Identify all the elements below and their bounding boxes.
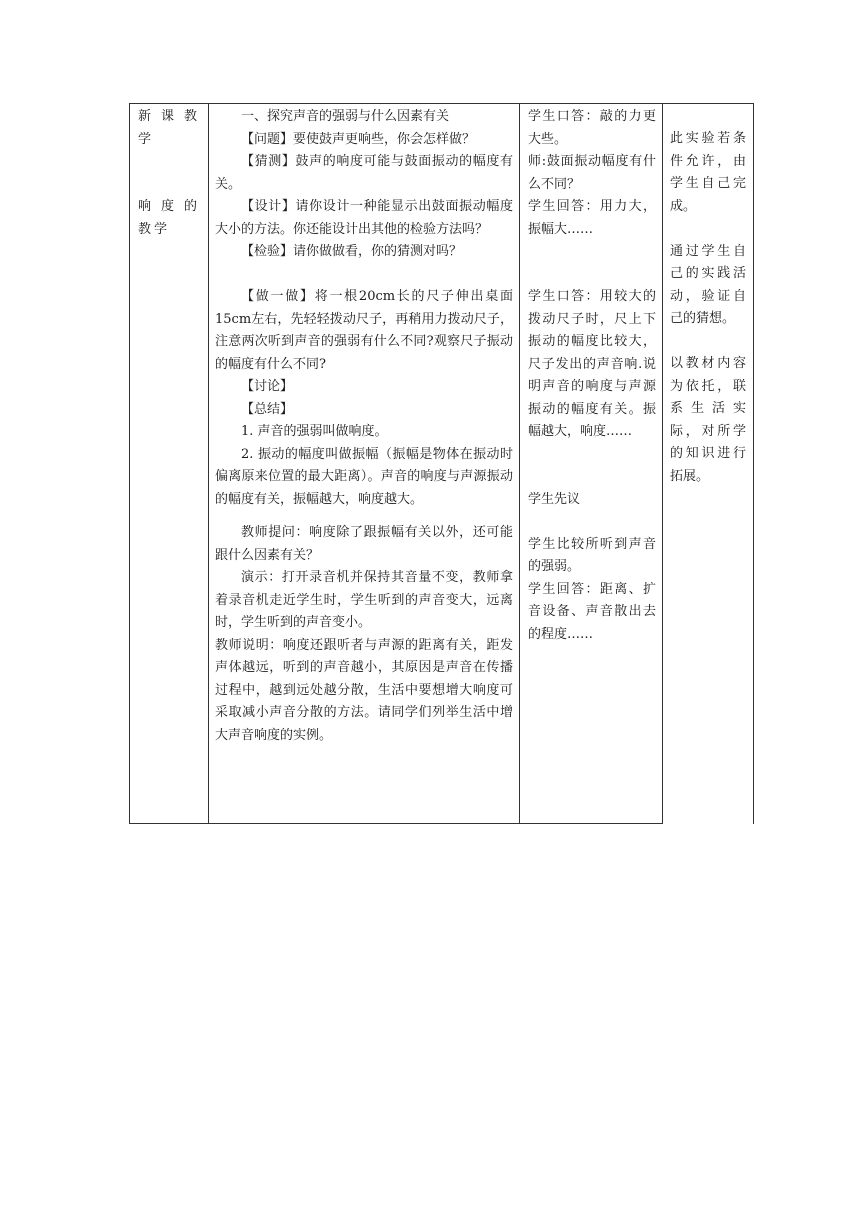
answer-4: 学生口答：用较大的拨动尺子时，尺上下振动的幅度比较大，尺子发出的声音响.说明声音的响度与声源振动的幅度有关。振幅越大，响度…… <box>528 289 656 439</box>
column-divider-1 <box>208 103 209 824</box>
teacher-question: 教师提问：响度除了跟振幅有关以外，还可能跟什么因素有关？ <box>215 525 513 563</box>
table-left-border <box>129 103 130 824</box>
answer-5: 学生先议 <box>528 491 581 507</box>
summary: 【总结】 <box>241 401 294 417</box>
col4-cell <box>670 128 746 488</box>
column-divider-3 <box>662 103 663 824</box>
question: 【问题】要使鼓声更响些，你会怎样做？ <box>241 131 476 147</box>
verify: 【检验】请你做做看，你的猜测对吗？ <box>241 244 463 259</box>
do-it: 【做一做】将一根20cm长的尺子伸出桌面15cm左右，先轻轻拨动尺子，再稍用力拨动尺子，注意两次听到声音的强弱有什么不同?观察尺子振动的幅度有什么不同? <box>215 289 513 372</box>
table-top-border <box>129 103 754 104</box>
answer-3: 学生回答：用力大，振幅大…… <box>528 199 656 237</box>
answer-7: 学生回答：距离、扩音设备、声音散出去的程度…… <box>528 581 656 642</box>
table-bottom-border <box>129 823 663 824</box>
discuss: 【讨论】 <box>241 379 294 394</box>
answer-6: 学生比较所听到声音的强弱。 <box>528 536 656 574</box>
col3-cell <box>528 106 656 646</box>
col1-cell <box>138 106 200 241</box>
point-2: 2. 振动的幅度叫做振幅（振幅是物体在振动时偏离原来位置的最大距离）。声音的响度与声源振动的幅度有关，振幅越大，响度越大。 <box>215 446 513 507</box>
note-1: 此实验若条件允许，由学生自己完成。 <box>670 131 746 214</box>
note-2: 通过学生自己的实践活动，验证自己的猜想。 <box>670 243 746 326</box>
answer-1: 学生口答：敲的力更大些。 <box>528 109 656 147</box>
teacher-explain: 教师说明：响度还跟听者与声源的距离有关，距发声体越远，听到的声音越小，其原因是声音在传播过程中，越到远处越分散，生活中要想增大响度可采取减小声音分散的方法。请同学们列举生活中增大声音响度的实例。 <box>215 637 513 743</box>
note-3: 以教材内容为依托，联系生活实际，对所学的知识进行拓展。 <box>670 356 746 484</box>
heading: 一、探究声音的强弱与什么因素有关 <box>241 109 450 124</box>
guess: 【猜测】鼓声的响度可能与鼓面振动的幅度有关。 <box>215 154 513 192</box>
point-1: 1. 声音的强弱叫做响度。 <box>241 424 388 439</box>
design: 【设计】请你设计一种能显示出鼓面振动幅度大小的方法。你还能设计出其他的检验方法吗？ <box>215 199 513 237</box>
answer-2: 师:鼓面振动幅度有什么不同？ <box>528 154 656 192</box>
col2-cell <box>215 106 513 747</box>
demo: 演示：打开录音机并保持其音量不变，教师拿着录音机走近学生时，学生听到的声音变大，远离时，学生听到的声音变小。 <box>215 570 513 630</box>
table-right-border <box>753 103 754 824</box>
column-divider-2 <box>519 103 520 824</box>
subsection-label: 响度的教学 <box>138 199 200 237</box>
section-label: 新课教学 <box>138 109 200 147</box>
